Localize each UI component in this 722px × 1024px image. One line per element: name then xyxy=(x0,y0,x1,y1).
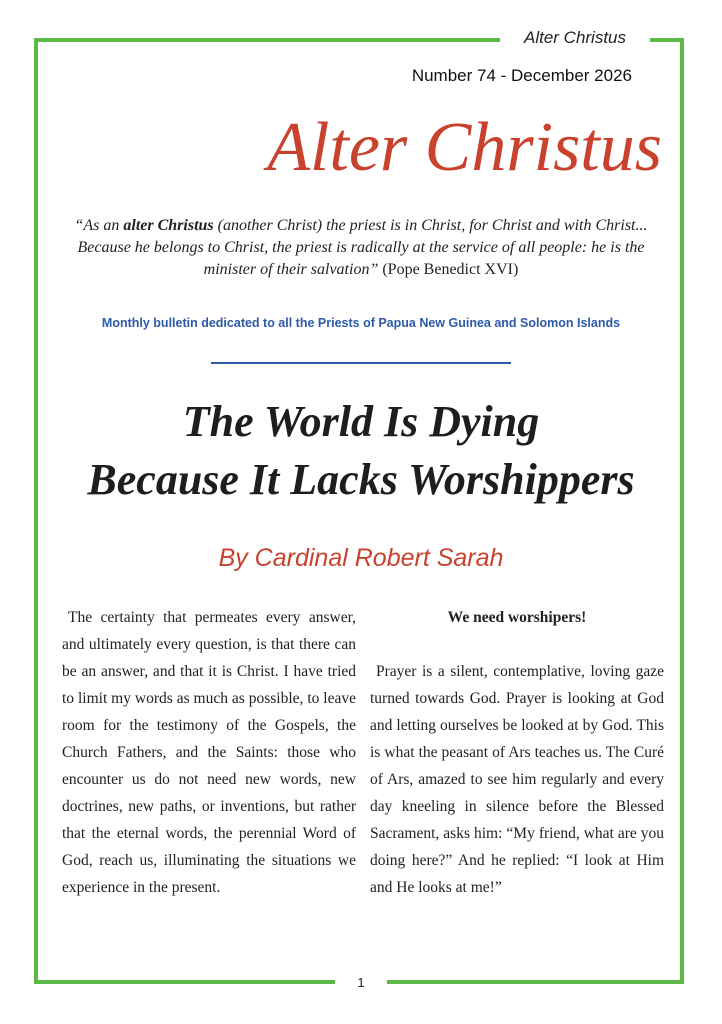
headline-line-2: Because It Lacks Worshippers xyxy=(87,455,635,504)
quote-attribution: (Pope Benedict XVI) xyxy=(378,261,519,278)
left-column xyxy=(62,604,356,901)
quote-part-1: “As an xyxy=(74,217,124,234)
right-column-paragraph: Prayer is a silent, contemplative, loving gaze turned towards God. Prayer is looking at God and letting ourselves be looked at by God. This is what the peasant of Ars teaches us. The Curé of Ars, amazed to see him regularly and every day kneeling in silence before the Blessed Sacrament, asks him: “My friend, what are you doing here?” And he replied: “I look at Him and He looks at me!” xyxy=(370,663,664,896)
section-divider xyxy=(211,362,511,364)
right-column xyxy=(370,604,664,901)
left-column-paragraph: The certainty that permeates every answer, and ultimately every question, is that there can be an answer, and that it is Christ. I have tried to limit my words as much as possible, to leave room for the testimony of the Gospels, the Church Fathers, and the Saints: those who encounter us do not need new words, new doctrines, new paths, or inventions, but rather that the eternal words, the perennial Word of God, reach us, illuminating the situations we experience in the present. xyxy=(62,609,356,896)
quote-bold: alter Christus xyxy=(123,217,214,234)
article-headline xyxy=(40,393,682,509)
epigraph-quote xyxy=(60,215,662,281)
page-number: 1 xyxy=(357,975,365,990)
article-byline: By Cardinal Robert Sarah xyxy=(218,544,504,572)
quote-part-2: (another Christ) the priest is in Christ, for Christ and with Christ... Because he belongs to Christ, the priest is radically at the service of all people: he is the minister of their salvation” xyxy=(77,217,648,278)
masthead-title: Alter Christus xyxy=(267,109,662,186)
running-title: Alter Christus xyxy=(523,28,627,47)
right-column-heading: We need worshipers! xyxy=(447,609,587,626)
headline-line-1: The World Is Dying xyxy=(182,397,540,446)
bulletin-tagline: Monthly bulletin dedicated to all the Priests of Papua New Guinea and Solomon Islands xyxy=(101,316,621,330)
issue-number: Number 74 - December 2026 xyxy=(411,66,632,85)
